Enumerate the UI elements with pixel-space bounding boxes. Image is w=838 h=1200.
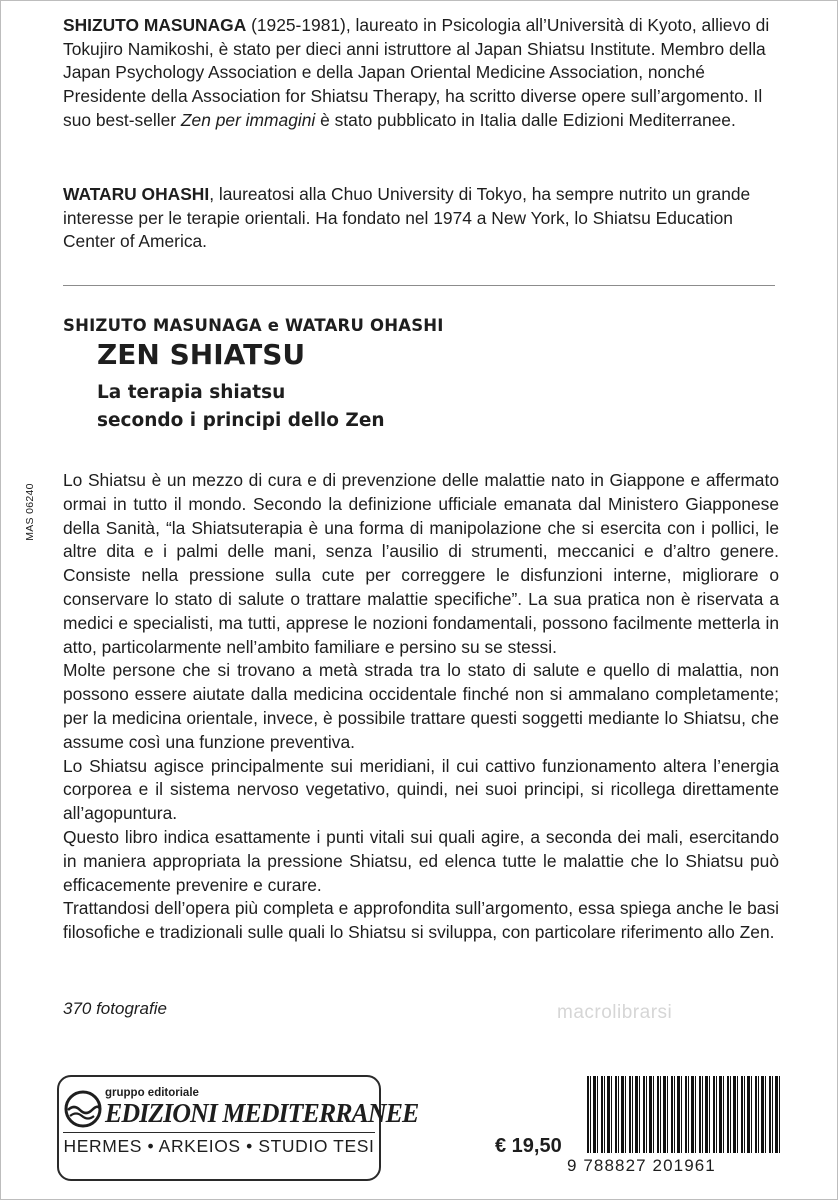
description-paragraph: Lo Shiatsu agisce principalmente sui meridiani, il cui cattivo funzionamento altera l’energia corporea e il sistema nervoso vegetativo, quindi, nei suoi principi, si ricollega direttamente all’agopuntura. [63, 755, 779, 824]
author-name: WATARU OHASHI [63, 184, 210, 204]
side-code-text: MAS 06240 [24, 483, 36, 541]
book-reference: Zen per immagini [180, 109, 316, 130]
publisher-imprints: HERMES • ARKEIOS • STUDIO TESI [63, 1136, 375, 1156]
logo-divider [63, 1132, 375, 1133]
description-paragraph: Trattandosi dell’opera più completa e approfondita sull’argomento, essa spiega anche le basi filosofiche e tradizionali sulle quali lo Shiatsu si sviluppa, con particolare riferimento allo Zen. [63, 898, 779, 943]
description-paragraph: Molte persone che si trovano a metà strada tra lo stato di salute e quello di malattia, non possono essere aiutate dalla medicina occidentale finché non si ammalano completamente; per la medicina orientale, invece, è possibile trattare questi soggetti mediante lo Shiatsu, che assume così una funzione preventiva. [63, 660, 779, 752]
side-code [21, 467, 39, 557]
divider [63, 285, 775, 286]
description-paragraph: Questo libro indica esattamente i punti vitali sui quali agire, a seconda dei mali, esercitando in maniera appropriata la pressione Shiatsu, ed elenca tutte le malattie che lo Shiatsu può efficacemente prevenire e curare. [63, 826, 779, 895]
photos-note: 370 fotografie [63, 999, 167, 1018]
book-authors: SHIZUTO MASUNAGA e WATARU OHASHI [63, 316, 444, 335]
isbn-number: 9 788827 201961 [567, 1156, 716, 1175]
author-name: SHIZUTO MASUNAGA [63, 15, 247, 35]
subtitle-line-2: secondo i principi dello Zen [97, 410, 385, 431]
description-paragraph: Lo Shiatsu è un mezzo di cura e di prevenzione delle malattie nato in Giappone e affermato ormai in tutto il mondo. Secondo la definizione ufficiale emanata dal Ministero Giapponese della Sanità, “la Shiatsuterapia è una forma di manipolazione che si esercita con i pollici, le altre dita e i palmi delle mani, senza l’ausilio di strumenti, meccanici e d’altro genere. Consiste nella pressione sulla cute per correggere le disfunzioni interne, migliorare o conservare lo stato di salute o trattare malattie specifiche”. La sua pratica non è riservata a medici e specialisti, ma tutti, apprese le nozioni fondamentali, possono facilmente metterla in atto, particolarmente nell’ambito familiare e persino su se stessi. [63, 470, 779, 657]
subtitle-line-1: La terapia shiatsu [97, 382, 286, 403]
author-bio-ohashi [63, 183, 779, 254]
price: € 19,50 [495, 1135, 562, 1157]
book-subtitle [97, 379, 385, 435]
publisher-group-label: gruppo editoriale [105, 1087, 199, 1099]
book-title: ZEN SHIATSU [97, 338, 306, 371]
barcode [587, 1076, 783, 1153]
wave-logo-icon [63, 1089, 103, 1129]
book-description [63, 469, 779, 945]
bio-text-end: è stato pubblicato in Italia dalle Edizioni Mediterranee. [315, 109, 736, 130]
watermark: macrolibrarsi [557, 1002, 673, 1023]
author-bio-masunaga [63, 14, 779, 133]
bio-text: , laureatosi alla Chuo University di Tokyo, ha sempre nutrito un grande interesse per le terapie orientali. Ha fondato nel 1974 a New York, lo Shiatsu Education Center of America. [63, 184, 751, 252]
bio-text: (1925-1981), laureato in Psicologia all’Università di Kyoto, allievo di Tokujiro Namikoshi, è stato per dieci anni istruttore al Japan Shiatsu Institute. Membro della Japan Psychology Association e della Japan Oriental Medicine Association, nonché Presidente della Association for Shiatsu Therapy, ha scritto diverse opere sull’argomento. Il suo best-seller [63, 15, 770, 130]
publisher-name: EDIZIONI MEDITERRANEE [105, 1098, 419, 1128]
